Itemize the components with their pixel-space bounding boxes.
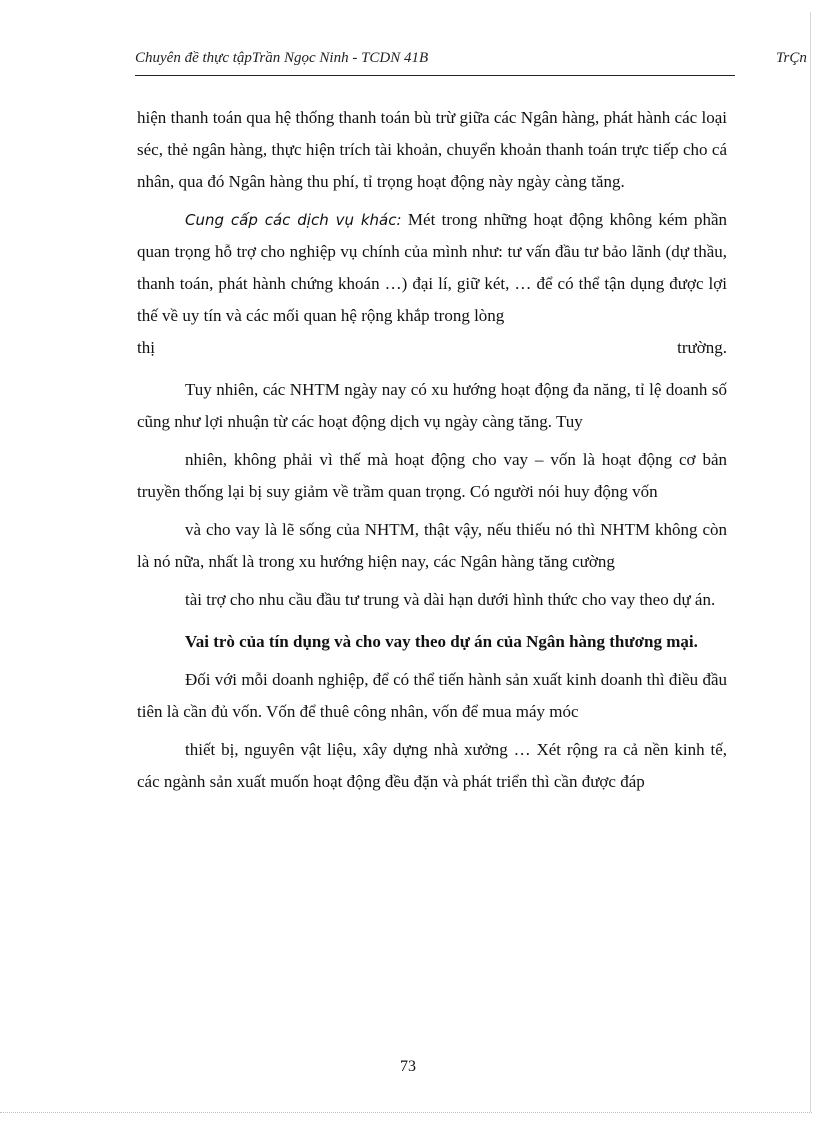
paragraph-lending-importance: nhiên, không phải vì thế mà hoạt động cho vay – vốn là hoạt động cơ bản truyền thống lại bị suy giảm về trầm quan trọng. Có người nói huy động vốn bbox=[137, 450, 727, 501]
document-body bbox=[137, 102, 727, 798]
paragraph-text: Mét trong những hoạt động không kém phần quan trọng hỗ trợ cho nghiệp vụ chính của mình như: tư vấn đầu tư bảo lãnh (dự thầu, thanh toán, phát hành chứng khoán …) đại lí, giữ két, … để có thể tận dụng được lợi thế về uy tín và các mối quan hệ rộng khắp trong lòng bbox=[137, 210, 727, 325]
paragraph-capital-needs: Đối với mỗi doanh nghiệp, để có thể tiến hành sản xuất kinh doanh thì điều đầu tiên là cần đủ vốn. Vốn để thuê công nhân, vốn để mua máy móc bbox=[137, 670, 727, 721]
running-header: Chuyên đề thực tậpTrần Ngọc Ninh - TCDN 41B bbox=[135, 50, 429, 66]
last-line-right: trường. bbox=[677, 338, 727, 357]
paragraph-lead-italic: Cung cấp các dịch vụ khác: bbox=[185, 211, 402, 229]
paragraph-economy-needs: thiết bị, nguyên vật liệu, xây dựng nhà xưởng … Xét rộng ra cả nền kinh tế, các ngành sản xuất muốn hoạt động đều đặn và phát triển thì cần được đáp bbox=[137, 740, 727, 791]
running-header-right: TrÇn bbox=[776, 50, 807, 66]
last-line-left: thị bbox=[137, 338, 155, 357]
page-edge-bottom bbox=[0, 1112, 812, 1114]
paragraph-other-services bbox=[137, 204, 727, 332]
paragraph-last-line bbox=[137, 332, 727, 364]
page-edge-right bbox=[810, 12, 811, 1112]
paragraph-project-financing: tài trợ cho nhu cầu đầu tư trung và dài hạn dưới hình thức cho vay theo dự án. bbox=[185, 590, 716, 609]
paragraph-lending-essence: và cho vay là lẽ sống của NHTM, thật vậy, nếu thiếu nó thì NHTM không còn là nó nữa, nhất là trong xu hướng hiện nay, các Ngân hàng tăng cường bbox=[137, 520, 727, 571]
page-number: 73 bbox=[400, 1058, 416, 1075]
section-heading: Vai trò của tín dụng và cho vay theo dự án của Ngân hàng thương mại. bbox=[185, 632, 698, 651]
paragraph-payment-services: hiện thanh toán qua hệ thống thanh toán bù trừ giữa các Ngân hàng, phát hành các loại séc, thẻ ngân hàng, thực hiện trích tài khoản, chuyển khoản thanh toán trực tiếp cho cá nhân, qua đó Ngân hàng thu phí, tỉ trọng hoạt động này ngày càng tăng. bbox=[137, 108, 727, 191]
header-rule bbox=[135, 75, 735, 76]
paragraph-multifunction-trend: Tuy nhiên, các NHTM ngày nay có xu hướng hoạt động đa năng, tỉ lệ doanh số cũng như lợi nhuận từ các hoạt động dịch vụ ngày càng tăng. Tuy bbox=[137, 380, 727, 431]
